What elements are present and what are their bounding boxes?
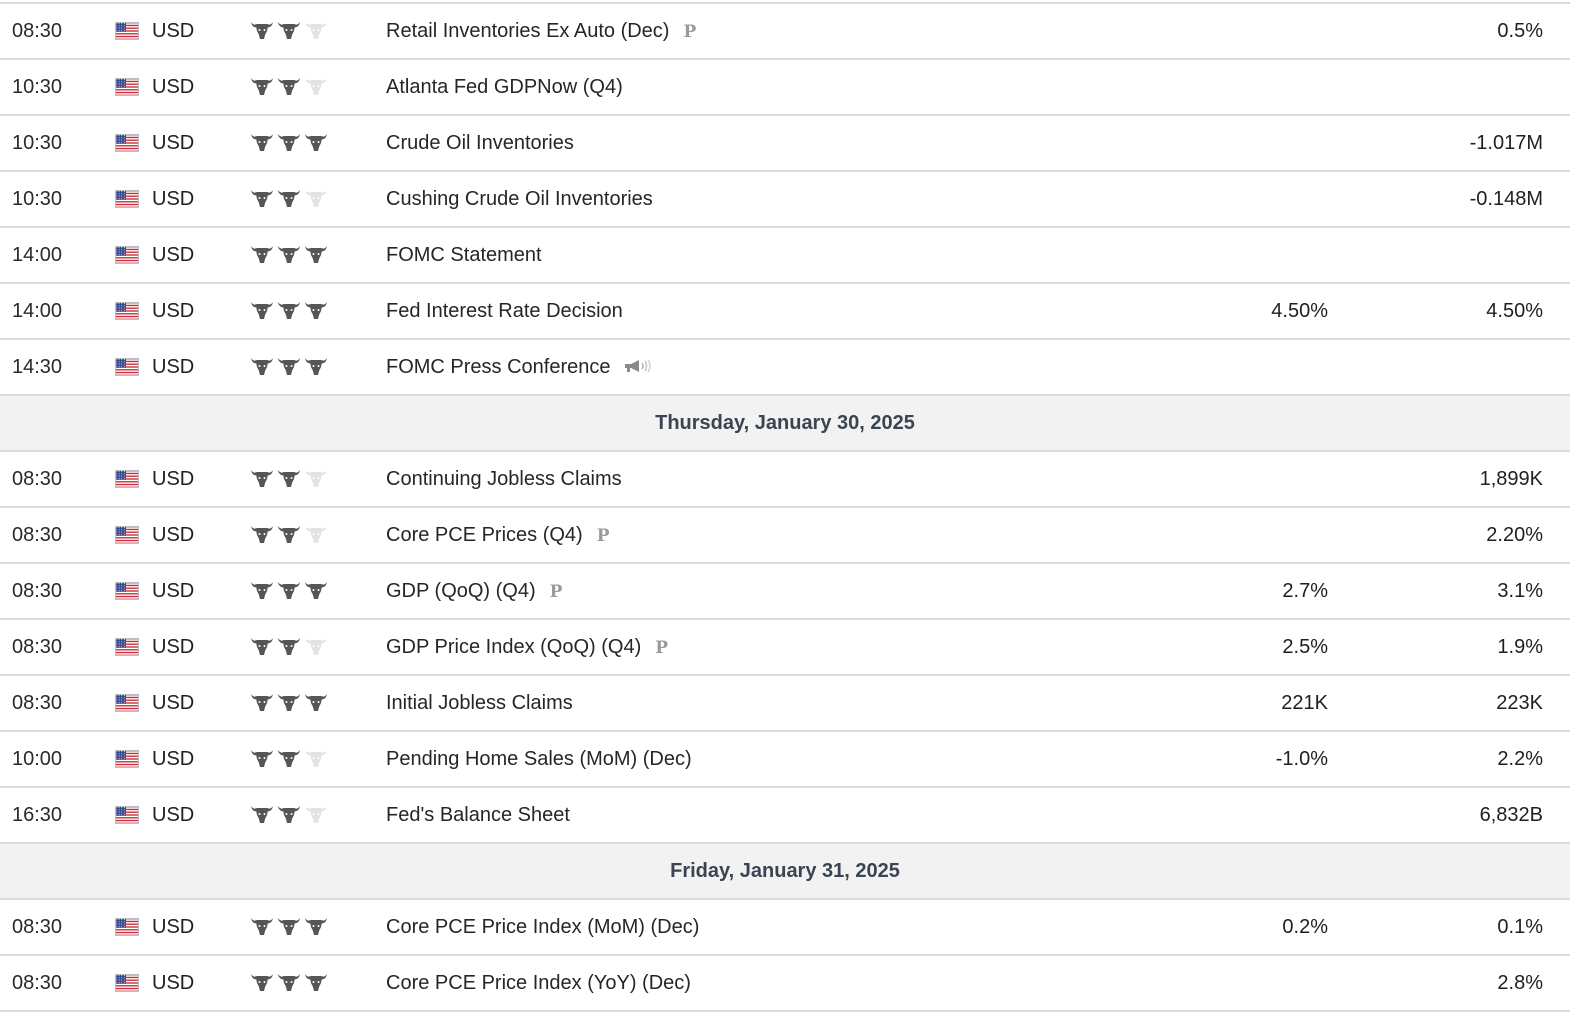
bull-icon-active xyxy=(250,635,274,657)
event-name[interactable]: Fed's Balance Sheet xyxy=(386,804,570,826)
importance-rating xyxy=(250,228,340,282)
bull-icon-active xyxy=(277,299,301,321)
event-forecast: 4.50% xyxy=(1271,300,1328,322)
us-flag-icon xyxy=(115,78,139,96)
event-previous: 1.9% xyxy=(1497,636,1543,658)
preliminary-badge: P xyxy=(596,526,610,546)
event-time: 16:30 xyxy=(12,804,63,826)
bull-icon-active xyxy=(304,971,328,993)
event-row[interactable] xyxy=(0,564,1570,620)
event-name[interactable]: Core PCE Price Index (MoM) (Dec) xyxy=(386,916,700,938)
event-previous xyxy=(1344,228,1543,282)
bull-icon-active xyxy=(277,75,301,97)
event-name-cell[interactable] xyxy=(386,508,1146,562)
event-forecast xyxy=(1130,956,1328,1010)
bull-icon-active xyxy=(277,803,301,825)
bull-icon-inactive xyxy=(304,523,328,545)
event-row[interactable] xyxy=(0,676,1570,732)
event-currency: USD xyxy=(152,188,195,210)
bull-icon-active xyxy=(250,747,274,769)
us-flag-icon xyxy=(115,806,139,824)
us-flag-icon xyxy=(115,358,139,376)
bull-icon-active xyxy=(304,691,328,713)
us-flag-icon xyxy=(115,918,139,936)
us-flag-icon xyxy=(115,340,139,394)
event-row[interactable] xyxy=(0,620,1570,676)
bull-icon-inactive xyxy=(304,75,328,97)
bull-icon-active xyxy=(304,131,328,153)
bull-icon-active xyxy=(304,579,328,601)
event-time: 10:00 xyxy=(12,748,63,770)
us-flag-icon xyxy=(115,508,139,562)
event-name-cell[interactable] xyxy=(386,60,1146,114)
us-flag-icon xyxy=(115,974,139,992)
event-name-cell[interactable] xyxy=(386,172,1146,226)
event-name-cell[interactable] xyxy=(386,116,1146,170)
event-currency: USD xyxy=(152,692,195,714)
us-flag-icon xyxy=(115,452,139,506)
event-time: 14:00 xyxy=(12,300,63,322)
event-name[interactable]: FOMC Statement xyxy=(386,244,542,266)
event-time: 08:30 xyxy=(12,524,63,546)
importance-rating xyxy=(250,788,340,842)
event-row[interactable] xyxy=(0,60,1570,116)
event-row[interactable] xyxy=(0,788,1570,844)
bull-icon-active xyxy=(250,579,274,601)
bull-icon-active xyxy=(277,635,301,657)
event-currency: USD xyxy=(152,636,195,658)
us-flag-icon xyxy=(115,116,139,170)
bull-icon-active xyxy=(277,243,301,265)
event-name[interactable]: GDP Price Index (QoQ) (Q4) xyxy=(386,636,642,658)
event-previous xyxy=(1344,60,1543,114)
event-row[interactable] xyxy=(0,4,1570,60)
importance-rating xyxy=(250,172,340,226)
importance-rating xyxy=(250,620,340,674)
bull-icon-active xyxy=(250,187,274,209)
event-currency: USD xyxy=(152,76,195,98)
preliminary-badge: P xyxy=(683,22,697,42)
preliminary-badge: P xyxy=(655,638,669,658)
event-name-cell[interactable] xyxy=(386,900,1146,954)
bull-icon-inactive xyxy=(304,19,328,41)
bull-icon-active xyxy=(250,19,274,41)
event-previous: 2.2% xyxy=(1497,748,1543,770)
bull-icon-inactive xyxy=(304,467,328,489)
event-row[interactable] xyxy=(0,956,1570,1012)
us-flag-icon xyxy=(115,900,139,954)
event-currency: USD xyxy=(152,356,195,378)
event-row[interactable] xyxy=(0,452,1570,508)
event-row[interactable] xyxy=(0,116,1570,172)
bull-icon-active xyxy=(250,131,274,153)
event-name[interactable]: Initial Jobless Claims xyxy=(386,692,573,714)
us-flag-icon xyxy=(115,228,139,282)
us-flag-icon xyxy=(115,172,139,226)
event-time: 08:30 xyxy=(12,580,63,602)
event-currency: USD xyxy=(152,20,195,42)
bull-icon-active xyxy=(277,691,301,713)
event-name[interactable]: Fed Interest Rate Decision xyxy=(386,300,623,322)
bull-icon-active xyxy=(277,467,301,489)
us-flag-icon xyxy=(115,4,139,58)
preliminary-badge: P xyxy=(549,582,563,602)
event-previous: -1.017M xyxy=(1469,132,1543,154)
calendar-rows xyxy=(0,4,1570,1012)
event-name[interactable]: GDP (QoQ) (Q4) xyxy=(386,580,536,602)
event-name[interactable]: Continuing Jobless Claims xyxy=(386,468,622,490)
event-name-cell[interactable] xyxy=(386,676,1146,730)
event-time: 14:30 xyxy=(12,356,63,378)
importance-rating xyxy=(250,340,340,394)
event-forecast: 0.2% xyxy=(1282,916,1328,938)
event-name[interactable]: Pending Home Sales (MoM) (Dec) xyxy=(386,748,692,770)
event-forecast xyxy=(1130,4,1328,58)
bull-icon-inactive xyxy=(304,747,328,769)
event-currency: USD xyxy=(152,132,195,154)
bull-icon-active xyxy=(250,299,274,321)
us-flag-icon xyxy=(115,694,139,712)
event-time: 08:30 xyxy=(12,692,63,714)
bull-icon-active xyxy=(250,75,274,97)
importance-rating xyxy=(250,4,340,58)
event-name-cell[interactable] xyxy=(386,284,1146,338)
event-currency: USD xyxy=(152,300,195,322)
event-previous: 3.1% xyxy=(1497,580,1543,602)
event-row[interactable] xyxy=(0,340,1570,396)
importance-rating xyxy=(250,676,340,730)
speech-icon xyxy=(623,342,653,396)
bull-icon-active xyxy=(277,579,301,601)
us-flag-icon xyxy=(115,956,139,1010)
event-forecast: 221K xyxy=(1281,692,1328,714)
event-name-cell[interactable] xyxy=(386,340,1146,394)
event-time: 08:30 xyxy=(12,972,63,994)
event-time: 08:30 xyxy=(12,916,63,938)
date-header-label: Thursday, January 30, 2025 xyxy=(655,412,915,434)
us-flag-icon xyxy=(115,22,139,40)
event-currency: USD xyxy=(152,748,195,770)
event-previous: 223K xyxy=(1496,692,1543,714)
event-row[interactable] xyxy=(0,900,1570,956)
event-name-cell[interactable] xyxy=(386,620,1146,674)
event-currency: USD xyxy=(152,468,195,490)
event-name-cell[interactable] xyxy=(386,732,1146,786)
us-flag-icon xyxy=(115,788,139,842)
bull-icon-active xyxy=(304,243,328,265)
event-time: 14:00 xyxy=(12,244,63,266)
event-previous: 6,832B xyxy=(1479,804,1543,826)
bull-icon-active xyxy=(250,243,274,265)
importance-rating xyxy=(250,900,340,954)
event-previous: 0.1% xyxy=(1497,916,1543,938)
us-flag-icon xyxy=(115,470,139,488)
bull-icon-active xyxy=(277,355,301,377)
bull-icon-active xyxy=(277,523,301,545)
event-time: 08:30 xyxy=(12,636,63,658)
event-row[interactable] xyxy=(0,284,1570,340)
event-forecast xyxy=(1130,788,1328,842)
event-forecast xyxy=(1130,60,1328,114)
event-row[interactable] xyxy=(0,508,1570,564)
event-forecast: 2.7% xyxy=(1282,580,1328,602)
event-time: 08:30 xyxy=(12,468,63,490)
us-flag-icon xyxy=(115,564,139,618)
us-flag-icon xyxy=(115,190,139,208)
event-forecast: -1.0% xyxy=(1275,748,1328,770)
event-currency: USD xyxy=(152,972,195,994)
event-time: 08:30 xyxy=(12,20,63,42)
bull-icon-active xyxy=(277,187,301,209)
bull-icon-active xyxy=(304,299,328,321)
event-name[interactable]: Core PCE Prices (Q4) xyxy=(386,524,583,546)
importance-rating xyxy=(250,60,340,114)
us-flag-icon xyxy=(115,284,139,338)
event-previous: 2.20% xyxy=(1486,524,1543,546)
bull-icon-active xyxy=(277,131,301,153)
event-name-cell[interactable] xyxy=(386,4,1146,58)
bull-icon-active xyxy=(250,691,274,713)
bull-icon-active xyxy=(250,523,274,545)
event-name-cell[interactable] xyxy=(386,956,1146,1010)
event-name[interactable]: Retail Inventories Ex Auto (Dec) xyxy=(386,20,670,42)
event-name[interactable]: Core PCE Price Index (YoY) (Dec) xyxy=(386,972,691,994)
date-header-label: Friday, January 31, 2025 xyxy=(670,860,900,882)
event-forecast xyxy=(1130,452,1328,506)
bull-icon-active xyxy=(250,803,274,825)
us-flag-icon xyxy=(115,676,139,730)
event-currency: USD xyxy=(152,804,195,826)
us-flag-icon xyxy=(115,302,139,320)
importance-rating xyxy=(250,508,340,562)
event-name-cell[interactable] xyxy=(386,452,1146,506)
event-name-cell[interactable] xyxy=(386,564,1146,618)
bull-icon-active xyxy=(250,355,274,377)
bull-icon-active xyxy=(277,971,301,993)
bull-icon-inactive xyxy=(304,187,328,209)
date-header-row xyxy=(0,396,1570,452)
event-name-cell[interactable] xyxy=(386,788,1146,842)
event-name[interactable]: Cushing Crude Oil Inventories xyxy=(386,188,653,210)
importance-rating xyxy=(250,564,340,618)
event-time: 10:30 xyxy=(12,76,63,98)
bull-icon-active xyxy=(304,915,328,937)
importance-rating xyxy=(250,956,340,1010)
event-time: 10:30 xyxy=(12,188,63,210)
us-flag-icon xyxy=(115,750,139,768)
event-name[interactable]: FOMC Press Conference xyxy=(386,356,611,378)
event-row[interactable] xyxy=(0,172,1570,228)
event-forecast xyxy=(1130,172,1328,226)
event-name[interactable]: Crude Oil Inventories xyxy=(386,132,574,154)
us-flag-icon xyxy=(115,526,139,544)
event-name-cell[interactable] xyxy=(386,228,1146,282)
event-time: 10:30 xyxy=(12,132,63,154)
bull-icon-active xyxy=(250,915,274,937)
event-previous xyxy=(1344,340,1543,394)
us-flag-icon xyxy=(115,134,139,152)
bull-icon-active xyxy=(250,971,274,993)
event-forecast xyxy=(1130,340,1328,394)
us-flag-icon xyxy=(115,246,139,264)
event-row[interactable] xyxy=(0,732,1570,788)
bull-icon-active xyxy=(304,355,328,377)
event-currency: USD xyxy=(152,244,195,266)
event-forecast: 2.5% xyxy=(1282,636,1328,658)
importance-rating xyxy=(250,116,340,170)
event-forecast xyxy=(1130,508,1328,562)
event-previous: 0.5% xyxy=(1497,20,1543,42)
event-previous: 2.8% xyxy=(1497,972,1543,994)
event-name[interactable]: Atlanta Fed GDPNow (Q4) xyxy=(386,76,623,98)
bull-icon-active xyxy=(250,467,274,489)
importance-rating xyxy=(250,284,340,338)
date-header-row xyxy=(0,844,1570,900)
event-forecast xyxy=(1130,228,1328,282)
event-previous: 4.50% xyxy=(1486,300,1543,322)
event-previous: 1,899K xyxy=(1479,468,1543,490)
event-currency: USD xyxy=(152,580,195,602)
us-flag-icon xyxy=(115,732,139,786)
event-row[interactable] xyxy=(0,228,1570,284)
bull-icon-active xyxy=(277,915,301,937)
importance-rating xyxy=(250,732,340,786)
event-forecast xyxy=(1130,116,1328,170)
event-currency: USD xyxy=(152,916,195,938)
us-flag-icon xyxy=(115,582,139,600)
bull-icon-inactive xyxy=(304,803,328,825)
us-flag-icon xyxy=(115,60,139,114)
bull-icon-active xyxy=(277,19,301,41)
bull-icon-active xyxy=(277,747,301,769)
us-flag-icon xyxy=(115,638,139,656)
us-flag-icon xyxy=(115,620,139,674)
event-currency: USD xyxy=(152,524,195,546)
bull-icon-inactive xyxy=(304,635,328,657)
event-previous: -0.148M xyxy=(1469,188,1543,210)
importance-rating xyxy=(250,452,340,506)
